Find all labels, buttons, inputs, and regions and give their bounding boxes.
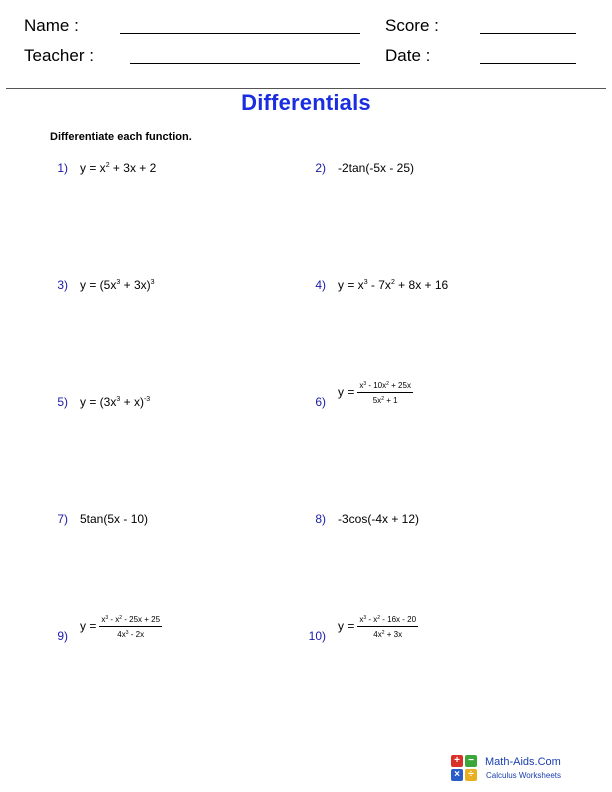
instructions: Differentiate each function. — [50, 131, 192, 143]
problem-10-expression: y = $\frac{x^3 - x^2 - 16x - 20}{4x^2 + 3x}$ — [338, 615, 417, 639]
problem-9-number: 9) — [57, 629, 68, 643]
problem-2-expression: -2tan(-5x - 25) — [338, 161, 415, 175]
teacher-line[interactable] — [130, 63, 360, 64]
problem-6-expression: y = $\frac{x^3 - 10x^2 + 25x}{5x^2 + 1}$ — [338, 381, 411, 405]
plus-icon: + — [451, 755, 463, 767]
date-label: Date : — [385, 46, 431, 65]
problem-7-number: 7) — [57, 512, 68, 526]
score-line[interactable] — [480, 33, 576, 34]
logo-subtitle: Calculus Worksheets — [486, 771, 561, 780]
problem-4-number: 4) — [315, 278, 326, 292]
logo-title[interactable]: Math-Aids.Com — [485, 756, 561, 768]
problem-3-expression: $y = (5x^3 + 3x)^3$ — [80, 278, 155, 292]
problem-2-number: 2) — [315, 161, 326, 175]
name-line[interactable] — [120, 33, 360, 34]
problem-1-number: 1) — [57, 161, 68, 175]
problem-4-expression: $y = x^3 - 7x^2 + 8x + 16$ — [338, 278, 449, 292]
problem-3-number: 3) — [57, 278, 68, 292]
date-line[interactable] — [480, 63, 576, 64]
header-divider — [6, 88, 606, 89]
times-icon: × — [451, 769, 463, 781]
score-label: Score : — [385, 16, 439, 35]
divide-icon: ÷ — [465, 769, 477, 781]
problem-5-expression: $y = (3x^3 + x)^{-3}$ — [80, 395, 151, 409]
teacher-label: Teacher : — [24, 46, 94, 65]
problem-8-expression: -3cos(-4x + 12) — [338, 512, 420, 526]
minus-icon: − — [465, 755, 477, 767]
name-label: Name : — [24, 16, 79, 35]
problem-10-number: 10) — [308, 629, 326, 643]
math-aids-logo — [451, 755, 477, 781]
problem-7-expression: 5tan(5x - 10) — [80, 512, 149, 526]
problem-5-number: 5) — [57, 395, 68, 409]
problem-1-expression: $y = x^2 + 3x + 2$ — [80, 161, 157, 175]
problem-8-number: 8) — [315, 512, 326, 526]
problem-6-number: 6) — [315, 395, 326, 409]
problem-9-expression: y = $\frac{x^3 - x^2 - 25x + 25}{4x^3 - 2x}$ — [80, 615, 161, 639]
page-title: Differentials — [241, 90, 371, 115]
